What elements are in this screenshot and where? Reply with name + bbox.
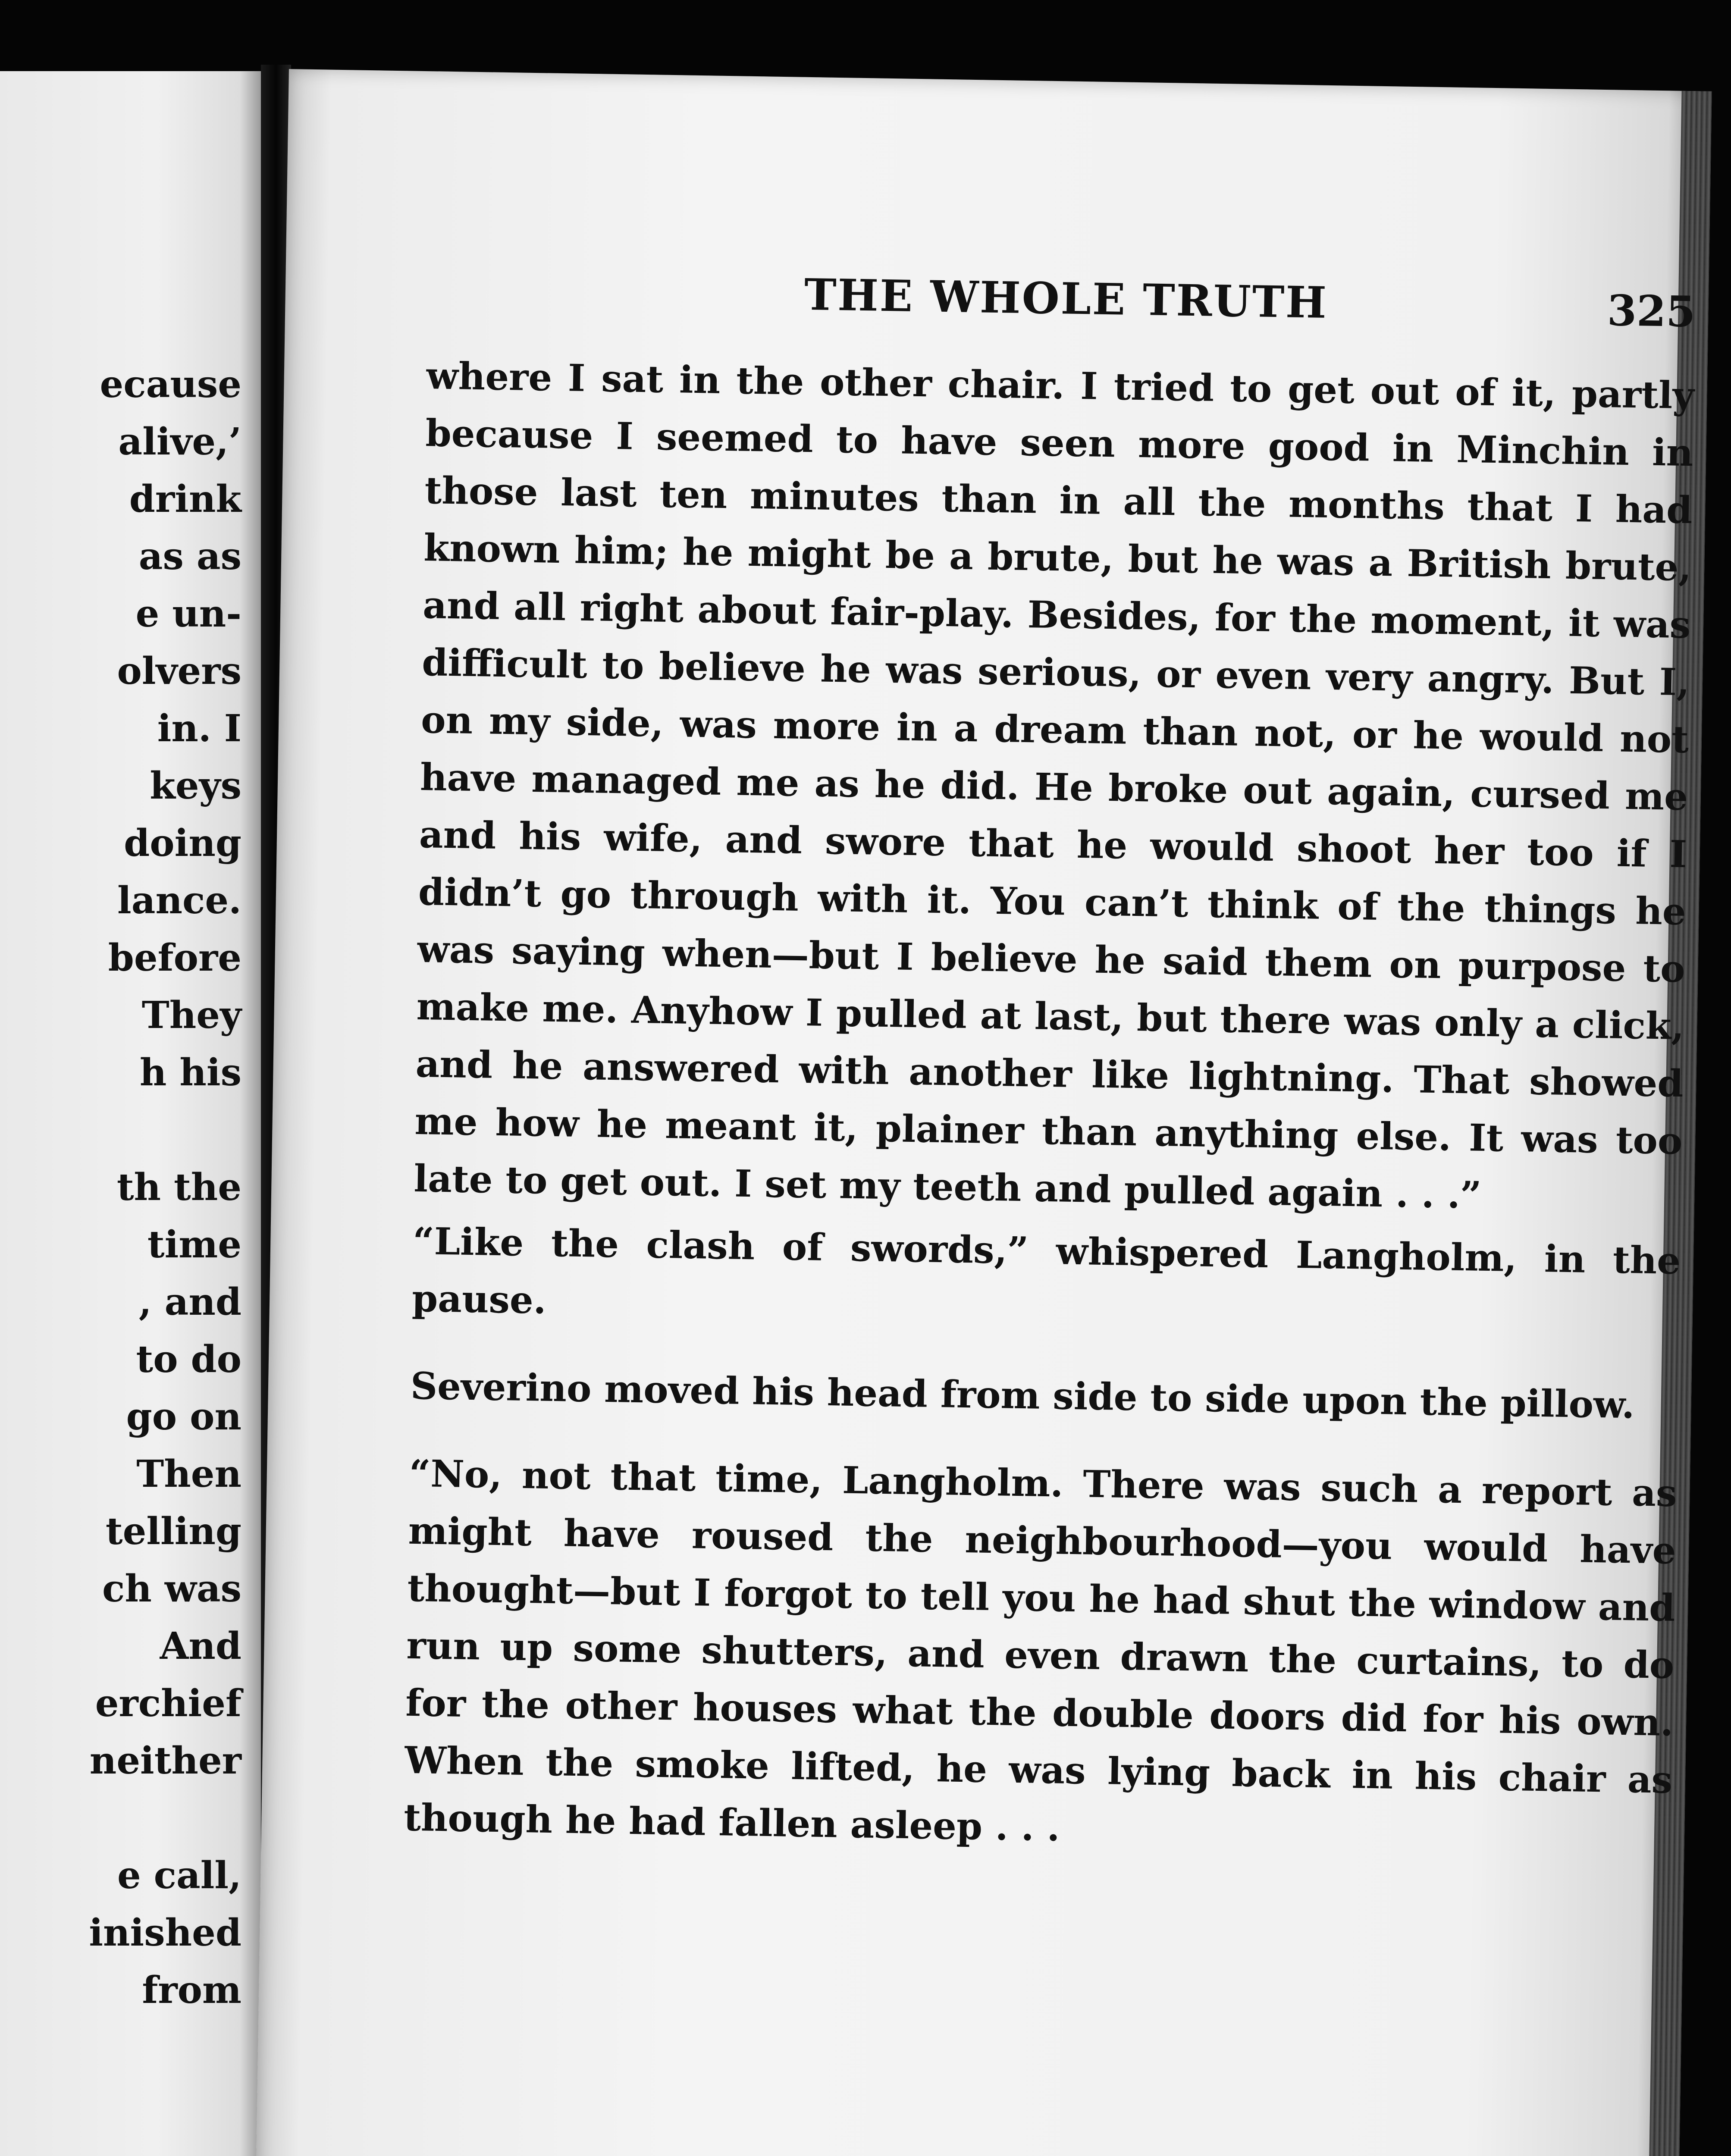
left-line: to do (136, 1338, 241, 1381)
left-line: olvers (117, 649, 241, 693)
running-head: THE WHOLE TRUTH (804, 269, 1328, 328)
left-line: in. I (157, 707, 241, 750)
left-line: ecause (100, 363, 241, 406)
left-line: They (141, 993, 241, 1037)
right-page (253, 69, 1712, 2156)
left-line: ch was (102, 1567, 241, 1611)
left-line: before (108, 936, 241, 980)
left-line: e un- (135, 592, 241, 636)
left-page-text (89, 356, 241, 2019)
left-line: keys (150, 764, 241, 808)
left-line: drink (129, 477, 241, 521)
left-line: h his (139, 1051, 241, 1094)
left-line: from (142, 1968, 241, 2012)
left-line: inished (89, 1911, 241, 1955)
left-page (0, 71, 261, 2156)
left-line-blank (89, 1101, 241, 1159)
body-text (403, 347, 1694, 1866)
left-line: erchief (95, 1682, 241, 1725)
left-line: Then (136, 1452, 241, 1496)
page-header (436, 263, 1696, 348)
paragraph: “Like the clash of swords,” whispered Langholm, in the pause. (411, 1219, 1681, 1322)
paragraph: Severino moved his head from side to side upon the pillow. (410, 1364, 1635, 1427)
left-line: e call, (117, 1854, 241, 1897)
left-line: as as (138, 535, 241, 578)
left-line-blank (89, 1789, 241, 1847)
left-line: alive,’ (118, 420, 241, 464)
left-line: lance. (117, 879, 241, 922)
paragraph: “No, not that time, Langholm. There was such a report as might have roused the neighbourhood—you would have thought—but I forgot to tell you he had shut the window and run up some shutters, and even drawn the curtains, to do for the other houses what the double doors did for his own. When the smoke lifted, he was lying back in his chair as though he had fallen asleep . . . (403, 1451, 1678, 1850)
left-line: And (160, 1624, 241, 1668)
left-line: doing (124, 821, 241, 865)
left-line: th the (116, 1166, 241, 1209)
paragraph: where I sat in the other chair. I tried to get out of it, partly because I seemed to have seen more good in Minchin in those last ten minutes than in all the months that I had known him; he might be a brute, but he was a British brute, and all right about fair-play. Besides, for the moment, it was difficult to believe he was serious, or even very angry. But I, on my side, was more in a dream than not, or he would not have managed me as he did. He broke out again, cursed me and his wife, and swore that he would shoot her too if I didn’t go through with it. You can’t think of the things he was saying when—but I believe he said them on purpose to make me. Anyhow I pulled at last, but there was only a click, and he answered with another like lightning. That showed me how he meant it, plainer than anything else. It was too late to get out. I set my teeth and pulled again . . .” (413, 354, 1695, 1217)
left-line: go on (126, 1395, 241, 1438)
page-number: 325 (1607, 286, 1696, 337)
left-line: time (147, 1223, 241, 1266)
left-line: telling (105, 1510, 241, 1553)
left-line: neither (89, 1739, 241, 1783)
left-line: , and (138, 1280, 241, 1324)
